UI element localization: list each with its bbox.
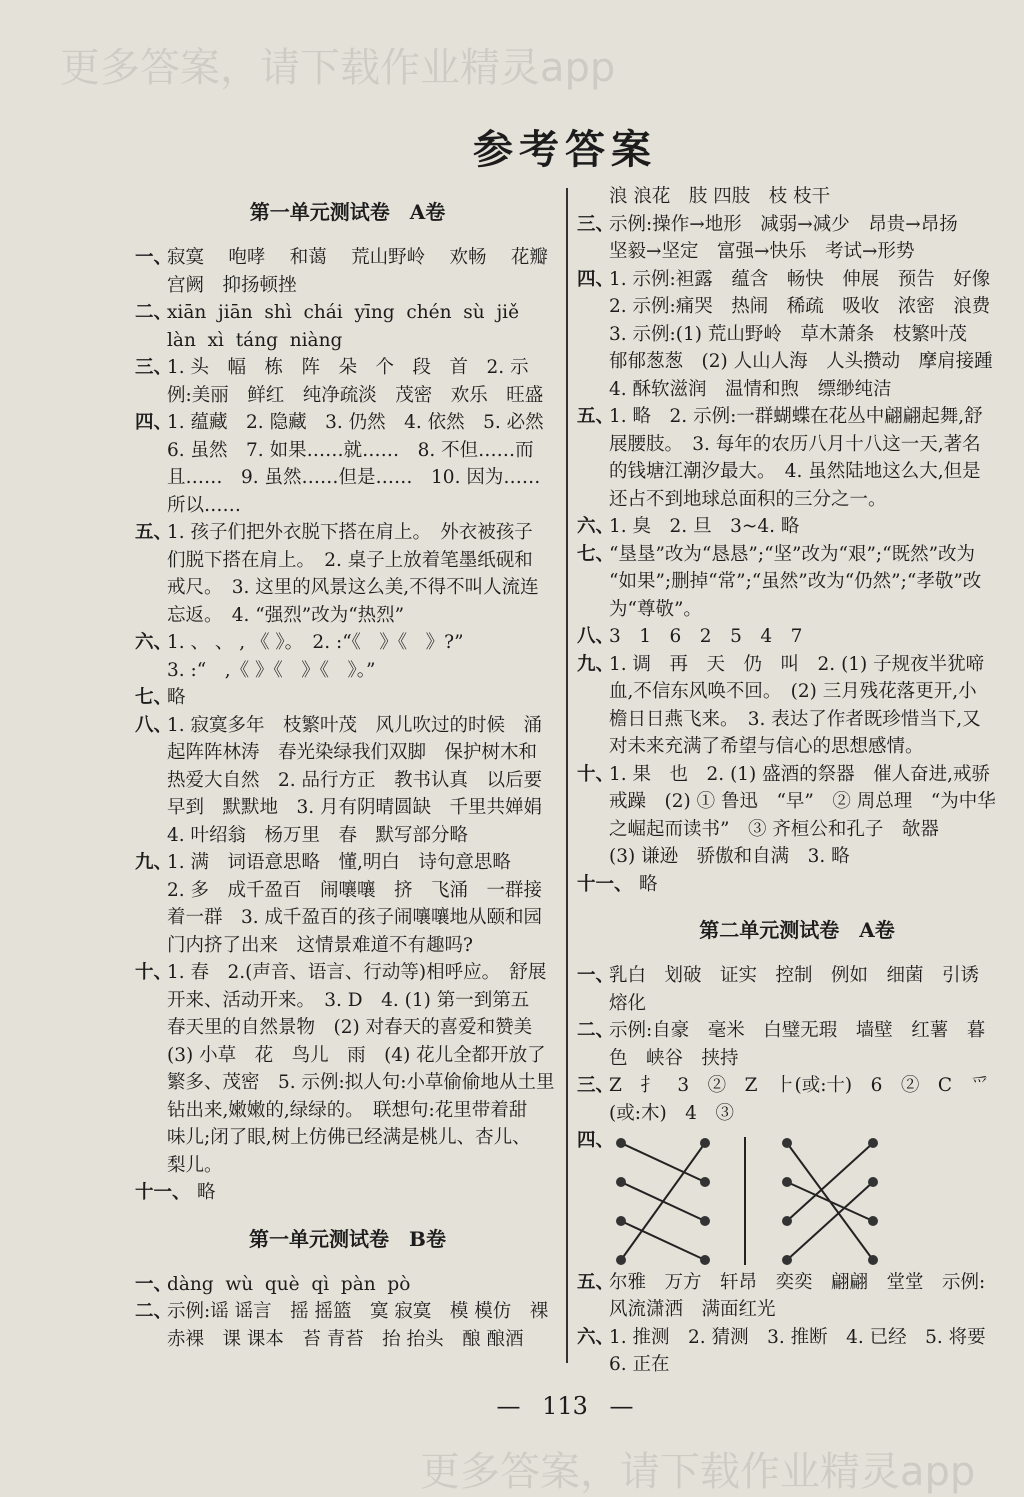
answer-line: xiān jiān shì chái yīng chén sù jiě xyxy=(167,302,520,323)
answer-line: 1. 略 2. 示例:一群蝴蝶在花丛中翩翩起舞,舒 xyxy=(609,406,983,427)
answer-line: 乳白 划破 证实 控制 例如 细菌 引诱 xyxy=(609,965,980,986)
answer-item xyxy=(577,962,1017,1017)
page-title: 参考答案 xyxy=(473,126,657,173)
match-dot xyxy=(700,1138,710,1148)
answer-item xyxy=(577,183,1017,211)
answer-line: 郁郁葱葱 (2) 人山人海 人头攒动 摩肩接踵 xyxy=(609,351,993,372)
answer-item xyxy=(135,1271,560,1299)
answer-line: 春天里的自然景物 (2) 对春天的喜爱和赞美 xyxy=(167,1017,533,1038)
footer-dash: — xyxy=(496,1392,521,1420)
question-number: 六、 xyxy=(135,632,173,653)
match-line xyxy=(621,1143,705,1260)
answer-line: 例:美丽 鲜红 纯净疏淡 茂密 欢乐 旺盛 xyxy=(167,384,544,406)
match-line xyxy=(621,1221,705,1260)
answer-item xyxy=(577,513,1017,541)
answer-line: 的钱塘江潮汐最大。 4. 虽然陆地这么大,但是 xyxy=(609,461,981,482)
question-number: 四、 xyxy=(577,268,615,290)
answer-line: 尔雅 万方 轩昂 奕奕 翩翩 堂堂 示例: xyxy=(609,1271,986,1293)
answer-item xyxy=(577,1324,1017,1379)
section-heading: 第一单元测试卷 B卷 xyxy=(249,1226,446,1251)
answer-line: 钻出来,嫩嫩的,绿绿的。 联想句:花里带着甜 xyxy=(167,1099,528,1121)
question-number: 二、 xyxy=(135,1301,173,1322)
answer-line: 6. 虽然 7. 如果……就…… 8. 不但……而 xyxy=(167,439,534,461)
answer-line: 檐日日燕飞来。 3. 表达了作者既珍惜当下,又 xyxy=(609,708,981,730)
match-dot xyxy=(868,1255,878,1265)
match-dot xyxy=(700,1177,710,1187)
answer-line: (3) 谦逊 骄傲和自满 3. 略 xyxy=(609,846,850,867)
answer-line: 为“尊敬”。 xyxy=(609,598,702,620)
answer-line: 梨儿。 xyxy=(167,1154,223,1176)
answer-line: 赤裸 课 课本 苔 青苔 抬 抬头 酿 酿酒 xyxy=(167,1328,524,1350)
answer-line: 1. 臭 2. 旦 3~4. 略 xyxy=(609,516,800,537)
answer-line: 浪 浪花 肢 四肢 枝 枝干 xyxy=(609,186,831,207)
answer-line: 戒躁 (2) ① 鲁迅 “早” ② 周总理 “为中华 xyxy=(609,791,996,812)
answer-item xyxy=(577,651,1017,761)
answer-line: 对未来充满了希望与信心的思想感情。 xyxy=(609,736,924,757)
answer-line: 寂寞 咆哮 和蔼 荒山野岭 欢畅 花瓣 xyxy=(167,247,548,268)
question-number: 五、 xyxy=(577,406,615,427)
answer-line: 6. 正在 xyxy=(609,1354,670,1375)
answer-line: 熔化 xyxy=(609,992,647,1014)
question-number: 十、 xyxy=(577,763,615,785)
question-number: 六、 xyxy=(577,516,615,537)
answer-line: dàng wù què qì pàn pò xyxy=(167,1273,411,1295)
answer-line: 1. 果 也 2. (1) 盛酒的祭器 催人奋进,戒骄 xyxy=(609,763,991,785)
question-number: 八、 xyxy=(577,626,615,647)
answer-line: 4. 叶绍翁 杨万里 春 默写部分略 xyxy=(167,824,469,846)
answer-line: làn xì táng niàng xyxy=(167,329,343,351)
match-dot xyxy=(782,1177,792,1187)
question-number: 一、 xyxy=(135,1273,173,1295)
answer-item xyxy=(135,629,560,684)
answer-line: 略 xyxy=(197,1182,216,1203)
question-number: 四、 xyxy=(135,412,173,433)
footer-dash: — xyxy=(609,1392,634,1420)
answer-item xyxy=(577,403,1017,513)
answer-item xyxy=(577,211,1017,266)
question-number: 十、 xyxy=(135,962,173,983)
right-column xyxy=(577,183,1017,1379)
match-dot xyxy=(616,1138,626,1148)
match-dot xyxy=(868,1138,878,1148)
page-footer xyxy=(0,1392,1024,1420)
question-number: 九、 xyxy=(135,852,173,873)
page-number: 113 xyxy=(542,1392,588,1420)
answer-line: 展腰肢。 3. 每年的农历八月十八这一天,著名 xyxy=(609,433,981,455)
answer-item xyxy=(135,519,560,629)
question-number: 三、 xyxy=(135,357,173,378)
match-dot xyxy=(782,1216,792,1226)
answer-line: 且…… 9. 虽然……但是…… 10. 因为…… xyxy=(167,467,541,488)
answer-line: 之崛起而读书” ③ 齐桓公和孔子 欹器 xyxy=(609,818,939,840)
answer-line: 门内挤了出来 这情景难道不有趣吗? xyxy=(167,934,473,956)
match-dot xyxy=(782,1255,792,1265)
match-line xyxy=(787,1182,873,1260)
answer-line: 1. 寂寞多年 枝繁叶茂 风儿吹过的时候 涌 xyxy=(167,714,543,736)
section-heading: 第二单元测试卷 A卷 xyxy=(699,918,895,942)
watermark: 更多答案，请下载作业精灵app xyxy=(420,1449,976,1495)
answer-item xyxy=(135,354,560,409)
answer-line: 1. 蕴藏 2. 隐藏 3. 仍然 4. 依然 5. 必然 xyxy=(167,412,544,433)
answer-item xyxy=(577,761,1017,871)
answer-line: 繁多、茂密 5. 示例:拟人句:小草偷偷地从土里 xyxy=(167,1072,555,1093)
answer-line: 热爱大自然 2. 品行方正 教书认真 以后要 xyxy=(167,769,543,791)
match-dot xyxy=(616,1216,626,1226)
answer-line: (或:木) 4 ③ xyxy=(609,1102,734,1124)
column-divider xyxy=(566,188,568,1363)
match-line xyxy=(787,1143,873,1221)
answer-item xyxy=(135,409,560,519)
answer-item xyxy=(577,541,1017,624)
answer-item xyxy=(577,266,1017,404)
match-dot xyxy=(868,1177,878,1187)
match-dot xyxy=(700,1216,710,1226)
answer-line: 着一群 3. 成千盈百的孩子闹嚷嚷地从颐和园 xyxy=(167,907,543,928)
answer-item xyxy=(577,1269,1017,1324)
answer-line: “如果”;删掉“常”;“虽然”改为“仍然”;“孝敬”改 xyxy=(609,571,982,592)
watermark: 更多答案，请下载作业精灵app xyxy=(60,45,616,91)
answer-line: 味儿;闭了眼,树上仿佛已经满是桃儿、杏儿、 xyxy=(167,1127,531,1148)
match-dot xyxy=(616,1177,626,1187)
answer-item xyxy=(577,1072,1017,1127)
answer-line: 坚毅→坚定 富强→快乐 考试→形势 xyxy=(609,241,915,262)
answer-line: 1. 孩子们把外衣脱下搭在肩上。 外衣被孩子 xyxy=(167,522,533,543)
question-number: 五、 xyxy=(577,1271,615,1293)
answer-line: 1. 、 、 , 《 》。 2. :“《 》《 》?” xyxy=(167,632,464,653)
answer-line: “垦垦”改为“恳恳”;“坚”改为“艰”;“既然”改为 xyxy=(609,543,976,565)
answer-line: 示例:谣 谣言 摇 摇篮 寞 寂寞 模 模仿 裸 xyxy=(167,1301,549,1322)
answer-line: 戒尺。 3. 这里的风景这么美,不得不叫人流连 xyxy=(167,577,539,598)
question-number: 一、 xyxy=(135,247,173,268)
question-number: 三、 xyxy=(577,213,615,235)
question-number: 十一、 xyxy=(577,873,633,895)
match-dot xyxy=(700,1255,710,1265)
answer-item xyxy=(135,299,560,354)
answer-item xyxy=(577,871,1017,899)
question-number: 十一、 xyxy=(135,1182,191,1203)
section-heading: 第一单元测试卷 A卷 xyxy=(249,200,446,224)
question-number: 三、 xyxy=(577,1075,615,1096)
answer-line: 略 xyxy=(639,873,658,895)
answer-line: 早到 默默地 3. 月有阴晴圆缺 千里共婵娟 xyxy=(167,797,543,818)
answer-item xyxy=(135,849,560,959)
match-dot xyxy=(782,1138,792,1148)
answer-line: 1. 头 幅 栋 阵 朵 个 段 首 2. 示 xyxy=(167,357,529,378)
question-number: 八、 xyxy=(135,714,173,736)
answer-item xyxy=(577,1017,1017,1072)
answer-item xyxy=(135,244,560,299)
answer-item xyxy=(135,959,560,1179)
question-number: 七、 xyxy=(135,687,173,708)
question-number: 二、 xyxy=(577,1020,615,1041)
answer-item xyxy=(135,712,560,850)
question-number: 七、 xyxy=(577,543,615,565)
answer-line: Z 扌 3 ② Z ⺊(或:十) 6 ② C 爫 xyxy=(609,1075,990,1096)
answer-line: 宫阙 抑扬顿挫 xyxy=(167,274,297,296)
answer-line: 4. 酥软滋润 温情和煦 缥缈纯洁 xyxy=(609,378,892,400)
answer-line: 2. 示例:痛哭 热闹 稀疏 吸收 浓密 浪费 xyxy=(609,296,991,317)
section-gap xyxy=(577,898,1017,914)
answer-line: 1. 调 再 天 仍 叫 2. (1) 子规夜半犹啼 xyxy=(609,653,985,675)
answer-line: 1. 满 词语意思略 懂,明白 诗句意思略 xyxy=(167,852,511,873)
answer-line: 还占不到地球总面积的三分之一。 xyxy=(609,488,887,510)
answer-line: 所以…… xyxy=(167,494,242,516)
answer-line: 忘返。 4. “强烈”改为“热烈” xyxy=(167,604,405,626)
left-column xyxy=(135,196,560,1353)
matching-answer xyxy=(577,1127,1017,1267)
question-number: 一、 xyxy=(577,965,615,986)
answer-line: 起阵阵林涛 春光染绿我们双脚 保护树木和 xyxy=(167,742,538,763)
answer-item xyxy=(135,1298,560,1353)
match-line xyxy=(787,1182,873,1221)
question-number: 二、 xyxy=(135,302,173,323)
answer-line: 略 xyxy=(167,687,186,708)
answer-line: 开来、活动开来。 3. D 4. (1) 第一到第五 xyxy=(167,989,530,1011)
answer-line: 1. 示例:袒露 蕴含 畅快 伸展 预告 好像 xyxy=(609,268,991,290)
section-gap xyxy=(135,1207,560,1223)
answer-line: 风流潇洒 满面红光 xyxy=(609,1299,776,1320)
answer-line: 3 1 6 2 5 4 7 xyxy=(609,626,803,647)
answer-item xyxy=(135,1179,560,1207)
answer-item xyxy=(577,623,1017,651)
answer-line: (3) 小草 花 鸟儿 雨 (4) 花儿全都开放了 xyxy=(167,1044,546,1066)
answer-line: 1. 推测 2. 猜测 3. 推断 4. 已经 5. 将要 xyxy=(609,1326,986,1348)
question-number: 六、 xyxy=(577,1326,615,1348)
answer-line: 血,不信东风唤不回。 (2) 三月残花落更开,小 xyxy=(609,681,977,702)
question-number: 九、 xyxy=(577,653,615,675)
answer-line: 3. :“ ,《 》《 》《 》。” xyxy=(167,659,376,681)
match-line xyxy=(621,1143,705,1182)
matching-diagram xyxy=(613,1131,953,1267)
question-number: 四、 xyxy=(577,1130,615,1151)
answer-line: 3. 示例:(1) 荒山野岭 草木萧条 枝繁叶茂 xyxy=(609,323,967,345)
answer-line: 1. 春 2.(声音、语言、行动等)相呼应。 舒展 xyxy=(167,962,547,983)
answer-line: 示例:自豪 毫米 白璧无瑕 墙壁 红薯 暮 xyxy=(609,1020,986,1041)
answer-item xyxy=(135,684,560,712)
answer-line: 色 峡谷 挟持 xyxy=(609,1047,739,1069)
answer-line: 2. 多 成千盈百 闹嚷嚷 挤 飞涌 一群接 xyxy=(167,879,543,901)
match-dot xyxy=(616,1255,626,1265)
answer-line: 们脱下搭在肩上。 2. 桌子上放着笔墨纸砚和 xyxy=(167,549,533,571)
match-dot xyxy=(868,1216,878,1226)
question-number: 五、 xyxy=(135,522,173,543)
answer-line: 示例:操作→地形 减弱→减少 昂贵→昂扬 xyxy=(609,213,958,235)
